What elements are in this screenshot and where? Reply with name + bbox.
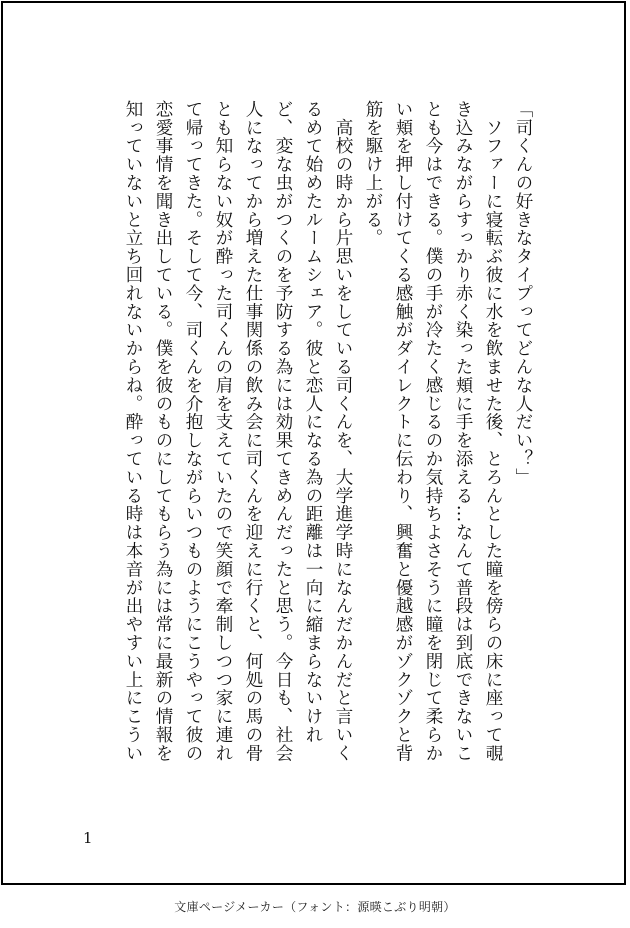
paragraph: 高校の時から片思いをしている司くんを、大学進学時になんだかんだと言いくるめて始めたルームシェア。彼と恋人になる為の距離は一向に縮まらないけれど、変な虫がつくのを予防する為には効果てきめんだったと思う。今日も、社会人になってから増えた仕事関係の飲み会に司くんを迎えに行くと、何処の馬の骨とも知らない奴が酔った司くんの肩を支えていたので笑顔で牽制しつつ家に連れて帰ってきた。そして今、司くんを介抱しながらいつものようにこうやって彼の恋愛事情を聞き出している。僕を彼のものにしてもらう為には常に最新の情報を知っていないと立ち回れないからね。酔っている時は本音が出やすい上にこうい [123,100,353,763]
paragraph: ソファーに寝転ぶ彼に水を飲ませた後、とろんとした瞳を傍らの床に座って覗き込みながらすっかり赤く染った頬に手を添える…なんて普段は到底できないことも今はできる。僕の手が冷たく感じるのか気持ちよさそうに瞳を閉じて柔らかい頬を押し付けてくる感触がダイレクトに伝わり、興奮と優越感がゾクゾクと背筋を駆け上がる。 [363,100,503,763]
footer-credit: 文庫ページメーカー（フォント：源暎こぶり明朝） [174,900,456,914]
vertical-body-text [108,100,538,778]
page-frame [1,1,626,885]
dialogue-line: 「司くんの好きなタイプってどんな人だい？」 [513,100,533,487]
page-number: 1 [83,829,93,847]
